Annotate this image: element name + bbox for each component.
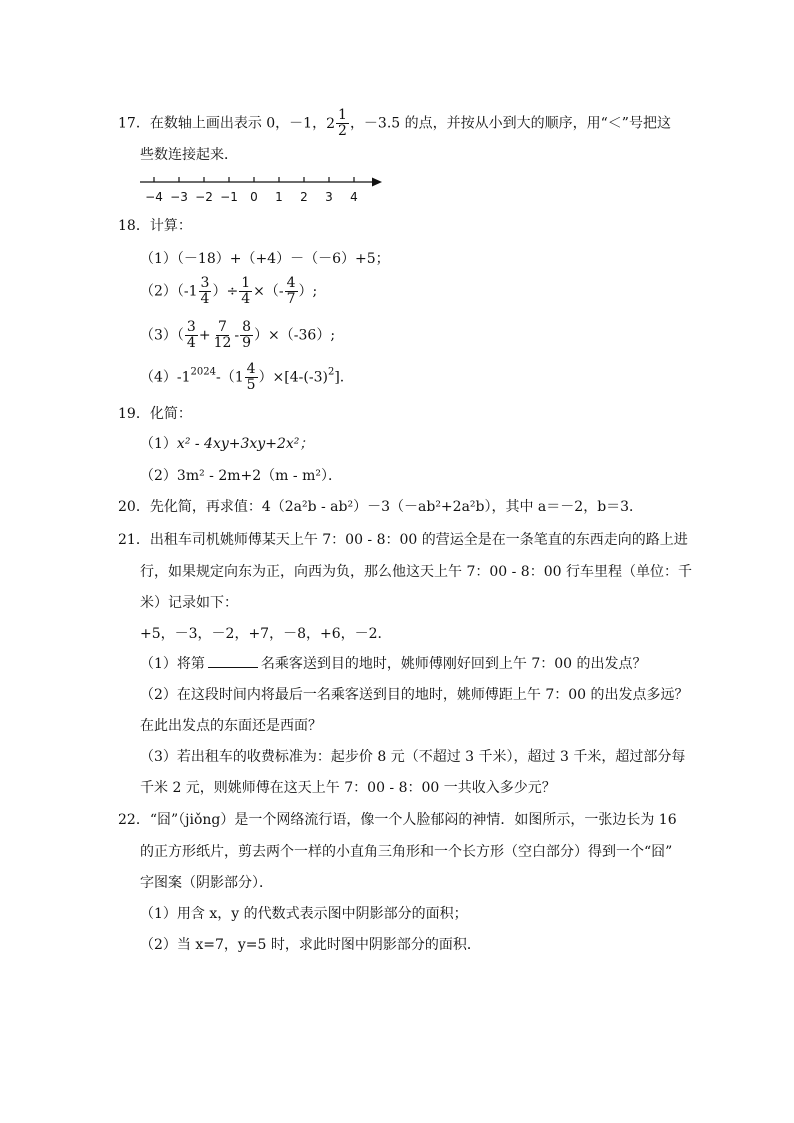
q22-part2: （2）当 x=7，y=5 时，求此时图中阴影部分的面积． — [140, 937, 481, 953]
number-line-tick-label: 2 — [300, 190, 308, 204]
number-line-tick-label: 1 — [275, 190, 283, 204]
q20-text: 20．先化简，再求值：4（2a²b - ab²）－3（－ab²+2a²b），其中 a＝－2，b＝3． — [118, 499, 644, 515]
number-line-tick-label: 4 — [350, 190, 358, 204]
q18-part4: $(4)-1^{2024}-(1$ $\frac{4}{5}$ ）$\times[4-(-3)^2]$. — [140, 361, 345, 393]
q21-data: +5，－3，－2，+7，－8，+6，－2． — [140, 626, 392, 642]
answer-blank[interactable] — [208, 655, 258, 668]
q21-part2-line1: （2）在这段时间内将最后一名乘客送到目的地时，姚师傅距上午 7：00 的出发点多远？ — [140, 687, 689, 703]
q21-part3-line2: 千米 2 元，则姚师傅在这天上午 7：00 - 8：00 一共收入多少元？ — [140, 780, 556, 796]
q18-title: 18．计算： — [118, 218, 192, 234]
q17-line2: 些数连接起来． — [140, 147, 238, 163]
number-line — [136, 172, 390, 206]
number-line-tick-label: −4 — [145, 190, 163, 204]
q19-part2: （2）3m² - 2m+2（m - m²）． — [140, 468, 342, 484]
q21-part2-line2: 在此出发点的东面还是西面？ — [140, 718, 322, 734]
number-line-arrow-icon — [372, 178, 382, 187]
q17-mixed-number: 2 $\frac{1}{2}$ — [326, 107, 347, 139]
q19-title: 19．化简： — [118, 406, 192, 422]
number-line-tick-label: −3 — [170, 190, 188, 204]
q21-part3-line1: （3）若出租车的收费标准为：起步价 8 元（不超过 3 千米），超过 3 千米，超过部分每 — [140, 749, 686, 765]
q19-part1: （1）x² - 4xy+3xy+2x²； — [140, 436, 314, 452]
q21-line2: 行，如果规定向东为正，向西为负，那么他这天上午 7：00 - 8：00 行车里程（单位：千 — [140, 564, 692, 580]
q18-part2: （2）（-1 $\frac{3}{4}$ ）÷ $\frac{1}{4}$ ×（- $\frac{4}{7}$ ）; — [140, 275, 318, 307]
q21-part1: （1）将第 名乘客送到目的地时，姚师傅刚好回到上午 7：00 的出发点？ — [140, 656, 647, 672]
q17-text-a: 17．在数轴上画出表示 0，－1， — [118, 115, 327, 132]
q21-line3: 米）记录如下： — [140, 595, 238, 611]
q22-line3: 字图案（阴影部分）． — [140, 875, 273, 891]
number-line-tick-label: 3 — [325, 190, 333, 204]
number-line-tick-label: −2 — [195, 190, 213, 204]
q18-part1: （1）（－18）+（+4）－（－6）+5； — [140, 251, 390, 267]
number-line-tick-label: −1 — [220, 190, 238, 204]
q17-line1 — [118, 108, 671, 139]
q22-line1: 22．“囧”（jiǒng）是一个网络流行语，像一个人脸郁闷的神情．如图所示，一张边长为 16 — [118, 812, 677, 828]
number-line-tick-label: 0 — [250, 190, 258, 204]
q18-part3: （3）（ $\frac{3}{4}$ + $\frac{7}{12}$ - $\frac{8}{9}$ ）×（-36）; — [140, 319, 336, 351]
q22-part1: （1）用含 x，y 的代数式表示图中阴影部分的面积； — [140, 906, 468, 922]
q22-line2: 的正方形纸片，剪去两个一样的小直角三角形和一个长方形（空白部分）得到一个“囧” — [140, 844, 673, 860]
q17-text-b: ，－3.5 的点，并按从小到大的顺序，用“＜”号把这 — [349, 115, 671, 132]
q21-line1: 21．出租车司机姚师傅某天上午 7：00 - 8：00 的营运全是在一条笔直的东西走向的路上进 — [118, 532, 688, 548]
